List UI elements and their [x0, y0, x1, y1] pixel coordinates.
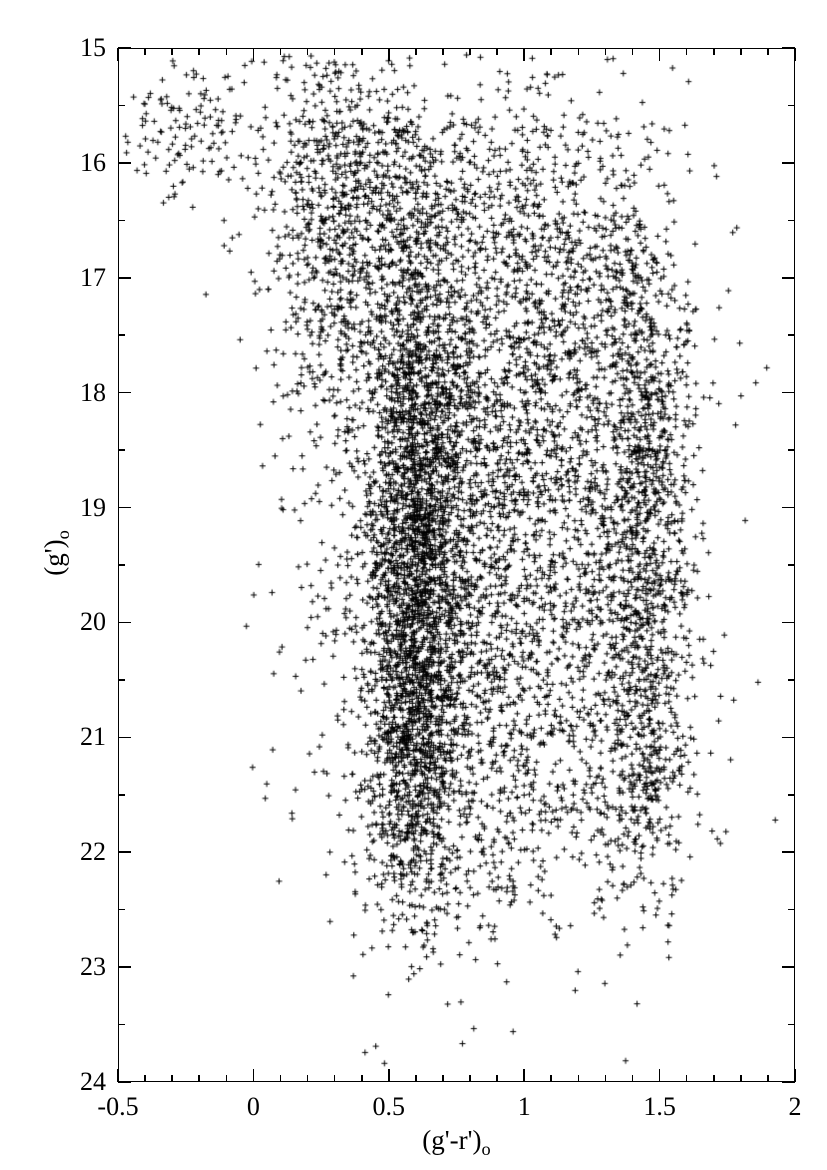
axis-tick	[794, 48, 796, 61]
x-tick-label: -0.5	[97, 1092, 139, 1121]
axis-tick	[118, 679, 125, 681]
axis-tick	[686, 48, 688, 55]
axis-tick	[578, 48, 580, 55]
axis-tick	[632, 1075, 634, 1082]
axis-tick	[794, 1069, 796, 1082]
axis-tick	[118, 909, 125, 911]
axis-tick	[782, 162, 795, 164]
axis-tick	[686, 1075, 688, 1082]
axis-tick	[118, 564, 125, 566]
x-axis-label-main: (g'-r')	[422, 1125, 482, 1155]
y-tick-label: 23	[80, 952, 106, 982]
axis-tick	[782, 737, 795, 739]
axis-tick	[118, 47, 131, 49]
axis-tick	[253, 48, 255, 61]
axis-tick	[118, 507, 131, 509]
scatter-points	[119, 49, 794, 1081]
axis-tick	[632, 48, 634, 55]
axis-tick	[388, 1069, 390, 1082]
y-tick-label: 22	[80, 837, 106, 867]
axis-tick	[659, 48, 661, 61]
axis-tick	[782, 1081, 795, 1083]
axis-tick	[415, 48, 417, 55]
axis-tick	[442, 1075, 444, 1082]
axis-tick	[118, 622, 131, 624]
x-tick-label: 2	[788, 1092, 802, 1121]
axis-tick	[307, 1075, 309, 1082]
y-axis-label	[39, 493, 74, 613]
axis-tick	[788, 105, 795, 107]
y-tick-label: 20	[80, 607, 106, 637]
axis-tick	[767, 48, 769, 55]
axis-tick	[117, 48, 119, 61]
axis-tick	[415, 1075, 417, 1082]
y-tick-label: 18	[80, 377, 106, 407]
axis-tick	[280, 48, 282, 55]
axis-tick	[782, 851, 795, 853]
axis-tick	[659, 1069, 661, 1082]
x-tick-label: 0	[246, 1092, 260, 1121]
axis-tick	[118, 794, 125, 796]
x-tick-label: 0.5	[372, 1092, 406, 1121]
axis-tick	[118, 737, 131, 739]
plot-area	[118, 48, 795, 1082]
axis-tick	[496, 48, 498, 55]
axis-tick	[118, 1024, 125, 1026]
axis-tick	[280, 1075, 282, 1082]
axis-tick	[388, 48, 390, 61]
axis-tick	[523, 48, 525, 61]
y-tick-label: 19	[80, 492, 106, 522]
axis-tick	[198, 48, 200, 55]
axis-tick	[788, 679, 795, 681]
axis-tick	[334, 48, 336, 55]
axis-tick	[361, 1075, 363, 1082]
axis-tick	[118, 220, 125, 222]
axis-tick	[788, 334, 795, 336]
y-tick-label: 21	[80, 722, 106, 752]
axis-tick	[117, 1069, 119, 1082]
axis-tick	[713, 48, 715, 55]
axis-tick	[144, 1075, 146, 1082]
axis-tick	[788, 220, 795, 222]
axis-tick	[118, 162, 131, 164]
axis-tick	[442, 48, 444, 55]
y-tick-label: 17	[80, 262, 106, 292]
axis-tick	[605, 48, 607, 55]
axis-tick	[767, 1075, 769, 1082]
axis-tick	[788, 564, 795, 566]
axis-tick	[361, 48, 363, 55]
axis-tick	[118, 966, 131, 968]
axis-tick	[782, 507, 795, 509]
axis-tick	[334, 1075, 336, 1082]
x-tick-label: 1	[517, 1092, 531, 1121]
axis-tick	[171, 48, 173, 55]
axis-tick	[144, 48, 146, 55]
x-axis-label-subscript: o	[481, 1138, 491, 1159]
axis-tick	[118, 1081, 131, 1083]
axis-tick	[605, 1075, 607, 1082]
y-tick-label: 15	[80, 33, 106, 62]
axis-tick	[550, 48, 552, 55]
axis-tick	[469, 48, 471, 55]
axis-tick	[171, 1075, 173, 1082]
axis-tick	[740, 1075, 742, 1082]
axis-tick	[788, 1024, 795, 1026]
axis-tick	[307, 48, 309, 55]
axis-tick	[496, 1075, 498, 1082]
axis-tick	[118, 449, 125, 451]
axis-tick	[118, 105, 125, 107]
x-tick-label: 1.5	[643, 1092, 676, 1121]
axis-tick	[578, 1075, 580, 1082]
axis-tick	[226, 48, 228, 55]
axis-tick	[118, 392, 131, 394]
axis-tick	[782, 966, 795, 968]
axis-tick	[118, 334, 125, 336]
axis-tick	[782, 392, 795, 394]
y-axis-label-main: (g')	[39, 539, 69, 576]
axis-tick	[253, 1069, 255, 1082]
axis-tick	[469, 1075, 471, 1082]
axis-tick	[782, 622, 795, 624]
y-tick-label: 16	[80, 147, 106, 177]
axis-tick	[523, 1069, 525, 1082]
axis-tick	[740, 48, 742, 55]
axis-tick	[713, 1075, 715, 1082]
y-tick-label: 24	[80, 1067, 106, 1096]
axis-tick	[198, 1075, 200, 1082]
axis-tick	[782, 47, 795, 49]
x-axis-label	[118, 1125, 795, 1160]
axis-tick	[788, 794, 795, 796]
axis-tick	[550, 1075, 552, 1082]
axis-tick	[788, 909, 795, 911]
y-axis-label-subscript: o	[52, 530, 73, 540]
axis-tick	[118, 851, 131, 853]
axis-tick	[118, 277, 131, 279]
axis-tick	[788, 449, 795, 451]
axis-tick	[226, 1075, 228, 1082]
axis-tick	[782, 277, 795, 279]
